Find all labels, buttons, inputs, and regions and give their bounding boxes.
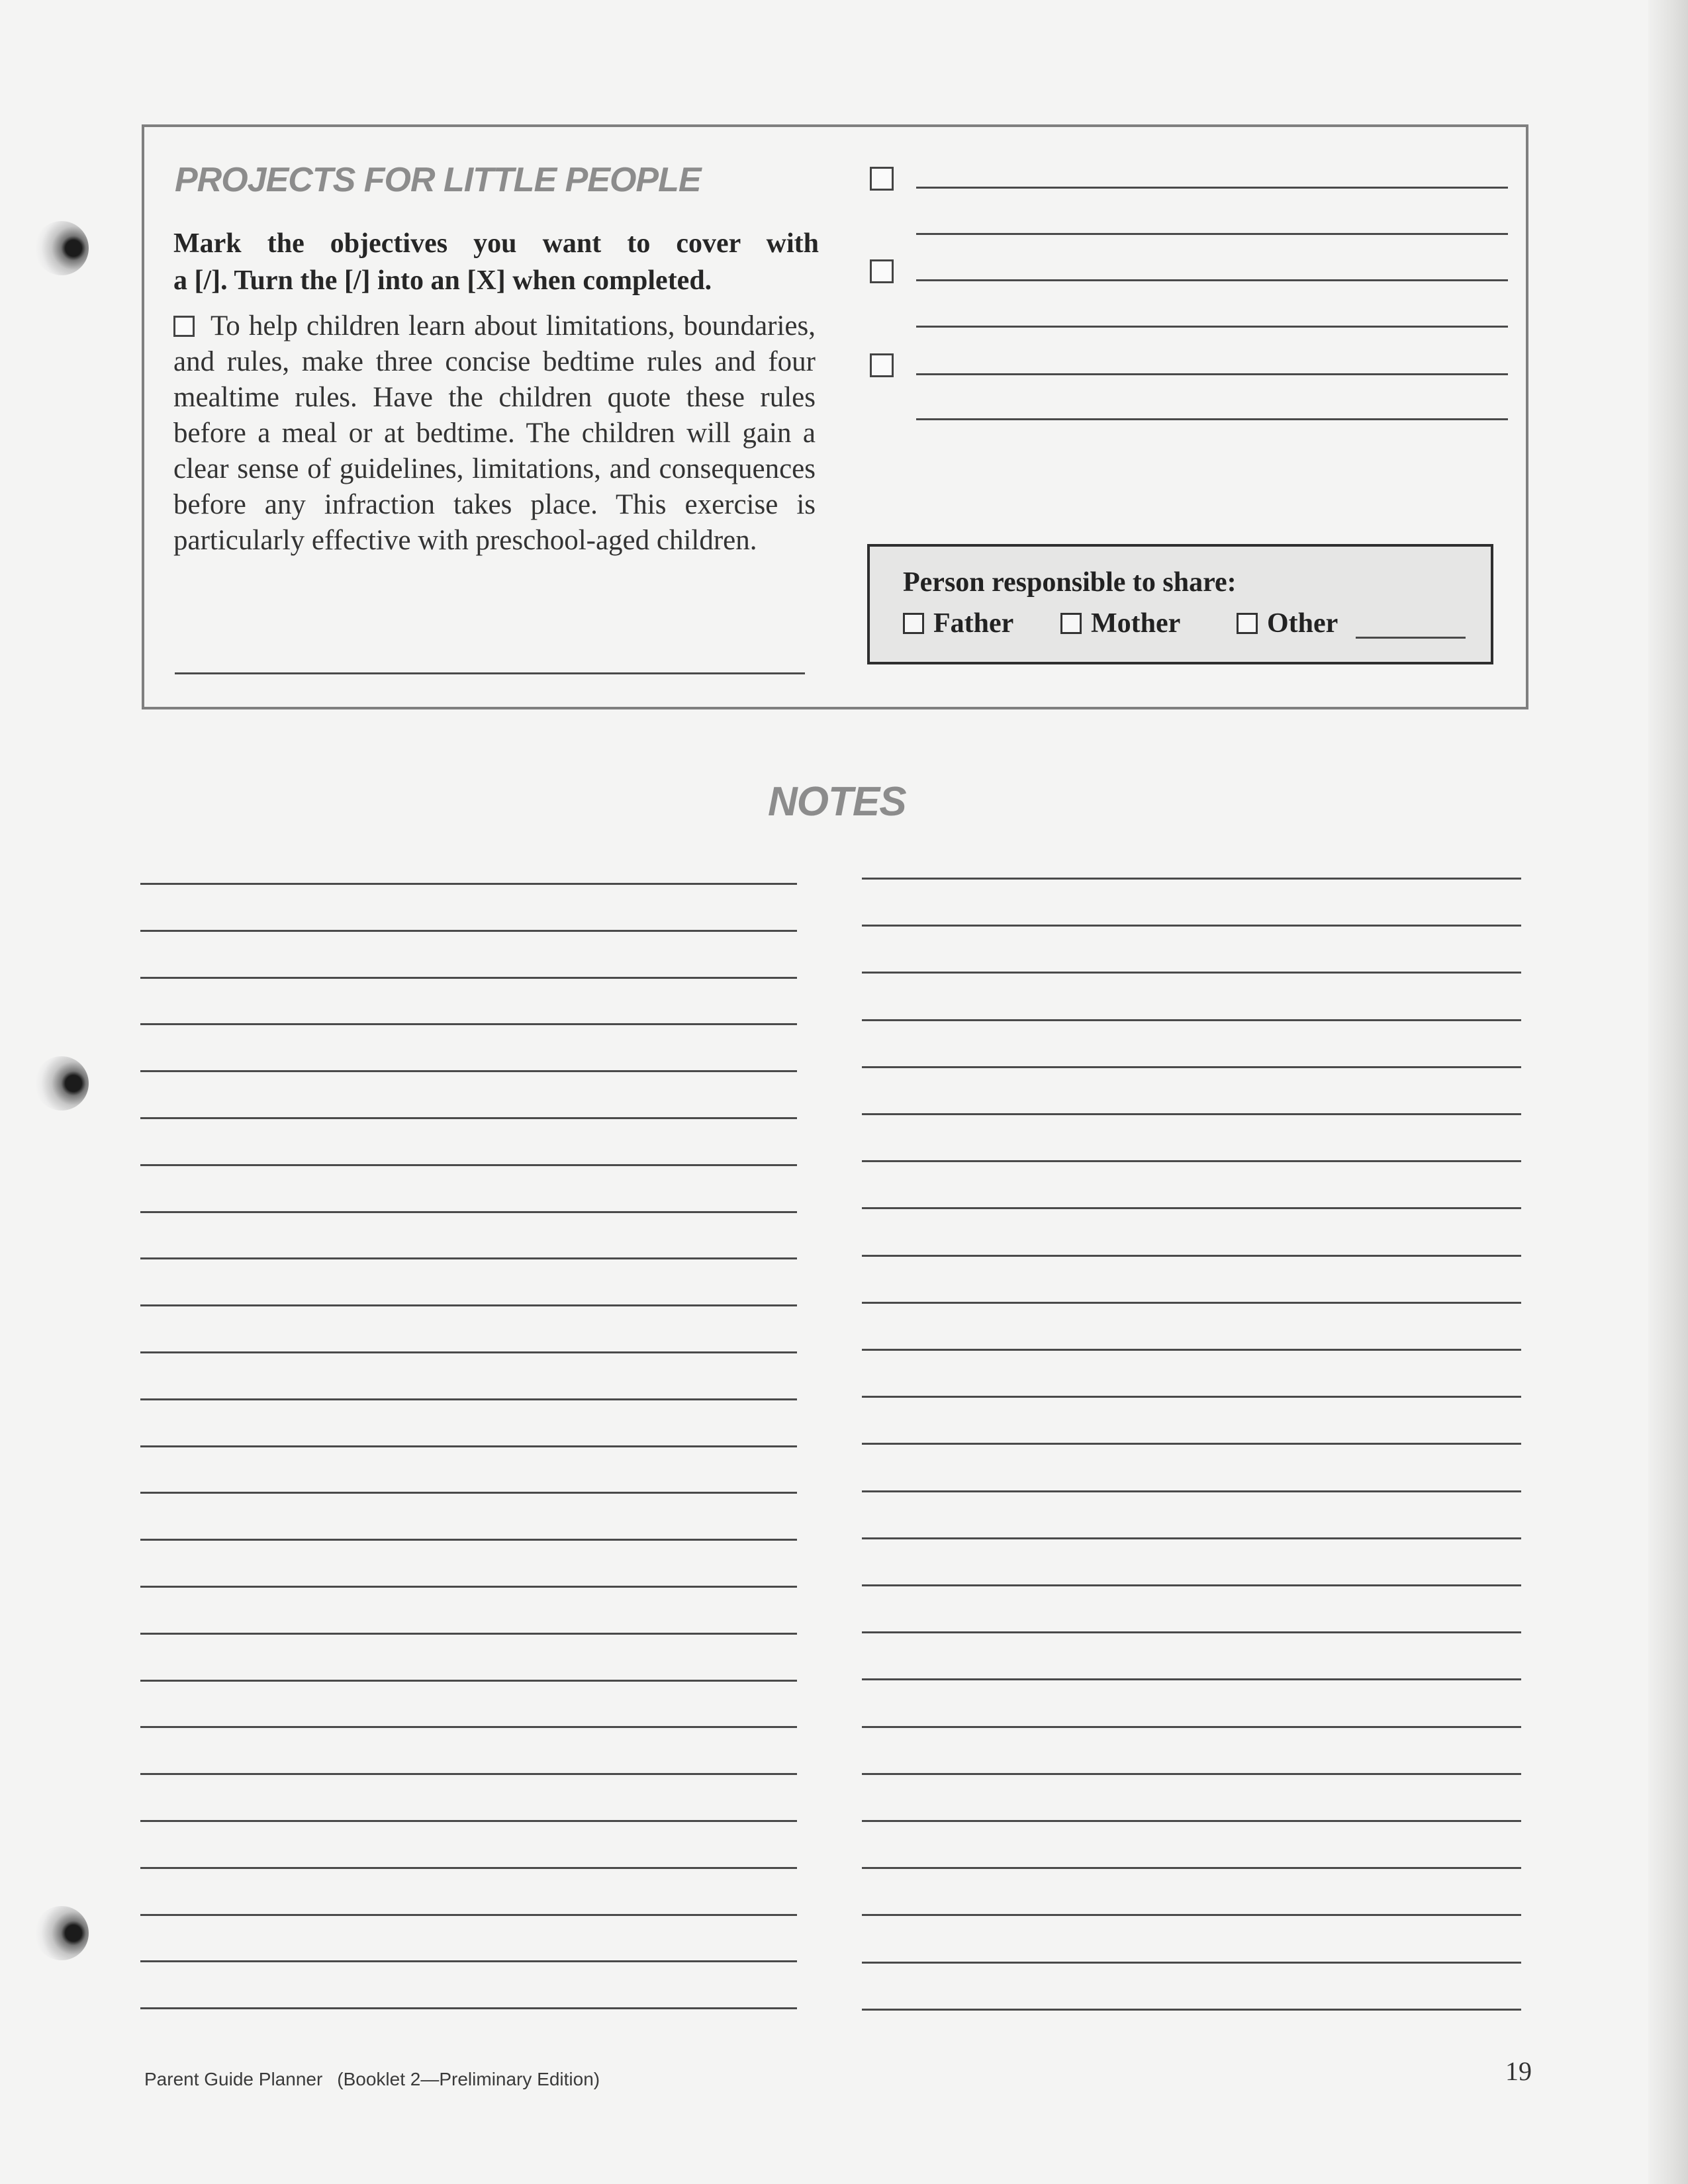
note-line[interactable]	[140, 1211, 797, 1213]
note-line[interactable]	[140, 1492, 797, 1494]
custom-objective-line-3b[interactable]	[916, 418, 1508, 420]
note-line[interactable]	[862, 1066, 1521, 1068]
instructions-line-1: Mark the objectives you want to cover with	[173, 228, 819, 259]
note-line[interactable]	[140, 1539, 797, 1541]
father-checkbox[interactable]	[903, 613, 924, 634]
share-box	[867, 544, 1493, 664]
note-line[interactable]	[140, 2007, 797, 2009]
note-line[interactable]	[140, 1680, 797, 1682]
share-label: Person responsible to share:	[903, 567, 1237, 598]
custom-objective-line-2b[interactable]	[916, 326, 1508, 328]
page-number: 19	[1505, 2056, 1532, 2086]
objective-item	[173, 308, 816, 559]
footer-publication: Parent Guide Planner	[144, 2069, 323, 2089]
note-line[interactable]	[140, 1398, 797, 1400]
binder-hole-bottom	[34, 1906, 89, 1960]
note-line[interactable]	[862, 1773, 1521, 1775]
instructions-line-2: a [/]. Turn the [/] into an [X] when completed.	[173, 265, 712, 296]
projects-box	[142, 124, 1528, 709]
note-line[interactable]	[862, 1443, 1521, 1445]
instructions	[173, 225, 819, 299]
note-line[interactable]	[862, 1302, 1521, 1304]
note-line[interactable]	[140, 1445, 797, 1447]
note-line[interactable]	[140, 1820, 797, 1822]
share-option-other[interactable]	[1237, 608, 1338, 639]
other-write-line[interactable]	[1356, 637, 1466, 639]
share-option-mother[interactable]	[1060, 608, 1180, 639]
binder-hole-top	[34, 221, 89, 275]
other-label: Other	[1267, 608, 1338, 639]
mother-checkbox[interactable]	[1060, 613, 1082, 634]
custom-objective-checkbox-3[interactable]	[870, 353, 894, 377]
objective-checkbox[interactable]	[173, 316, 195, 337]
note-line[interactable]	[862, 1867, 1521, 1869]
custom-objective-line-1a[interactable]	[916, 187, 1508, 189]
custom-objective-line-2a[interactable]	[916, 279, 1508, 281]
note-line[interactable]	[140, 1117, 797, 1119]
note-line[interactable]	[862, 1537, 1521, 1539]
share-option-father[interactable]	[903, 608, 1013, 639]
note-line[interactable]	[140, 1304, 797, 1306]
note-line[interactable]	[140, 1257, 797, 1259]
note-line[interactable]	[140, 883, 797, 885]
objective-write-line[interactable]	[175, 672, 805, 674]
note-line[interactable]	[140, 1914, 797, 1916]
projects-title: PROJECTS FOR LITTLE PEOPLE	[175, 161, 701, 199]
note-line[interactable]	[862, 1160, 1521, 1162]
note-line[interactable]	[862, 972, 1521, 974]
note-line[interactable]	[140, 1633, 797, 1635]
note-line[interactable]	[862, 1631, 1521, 1633]
note-line[interactable]	[140, 1867, 797, 1869]
binder-hole-middle	[34, 1056, 89, 1111]
note-line[interactable]	[862, 1820, 1521, 1822]
notes-title: NOTES	[768, 779, 906, 825]
other-checkbox[interactable]	[1237, 613, 1258, 634]
note-line[interactable]	[140, 1351, 797, 1353]
note-line[interactable]	[862, 1490, 1521, 1492]
note-line[interactable]	[862, 1584, 1521, 1586]
note-line[interactable]	[140, 1773, 797, 1775]
custom-objective-checkbox-2[interactable]	[870, 259, 894, 283]
note-line[interactable]	[140, 1960, 797, 1962]
mother-label: Mother	[1091, 608, 1181, 639]
footer	[144, 2069, 600, 2090]
objective-text: To help children learn about limitations, boundaries, and rules, make three concise bedtime rules and four mealtime rules. Have the children quote these rules before a meal or at bedtime. The children will gain a clear sense of guidelines, limitations, and consequences before any infraction takes place. This exercise is particularly effective with preschool-aged children.	[173, 310, 816, 556]
note-line[interactable]	[862, 1726, 1521, 1728]
note-line[interactable]	[862, 1914, 1521, 1916]
note-line[interactable]	[862, 925, 1521, 927]
custom-objective-line-1b[interactable]	[916, 233, 1508, 235]
note-line[interactable]	[862, 1019, 1521, 1021]
custom-objective-line-3a[interactable]	[916, 373, 1508, 375]
note-line[interactable]	[862, 1678, 1521, 1680]
father-label: Father	[933, 608, 1014, 639]
note-line[interactable]	[140, 1586, 797, 1588]
note-line[interactable]	[140, 1726, 797, 1728]
note-line[interactable]	[862, 2009, 1521, 2011]
note-line[interactable]	[862, 1962, 1521, 1964]
note-line[interactable]	[140, 1164, 797, 1166]
note-line[interactable]	[862, 1349, 1521, 1351]
note-line[interactable]	[862, 1396, 1521, 1398]
note-line[interactable]	[140, 1023, 797, 1025]
note-line[interactable]	[140, 977, 797, 979]
page-edge	[1648, 0, 1688, 2184]
note-line[interactable]	[862, 1113, 1521, 1115]
note-line[interactable]	[140, 930, 797, 932]
note-line[interactable]	[862, 1207, 1521, 1209]
custom-objective-checkbox-1[interactable]	[870, 167, 894, 191]
footer-edition: (Booklet 2—Preliminary Edition)	[337, 2069, 600, 2089]
note-line[interactable]	[140, 1070, 797, 1072]
note-line[interactable]	[862, 1255, 1521, 1257]
note-line[interactable]	[862, 878, 1521, 880]
